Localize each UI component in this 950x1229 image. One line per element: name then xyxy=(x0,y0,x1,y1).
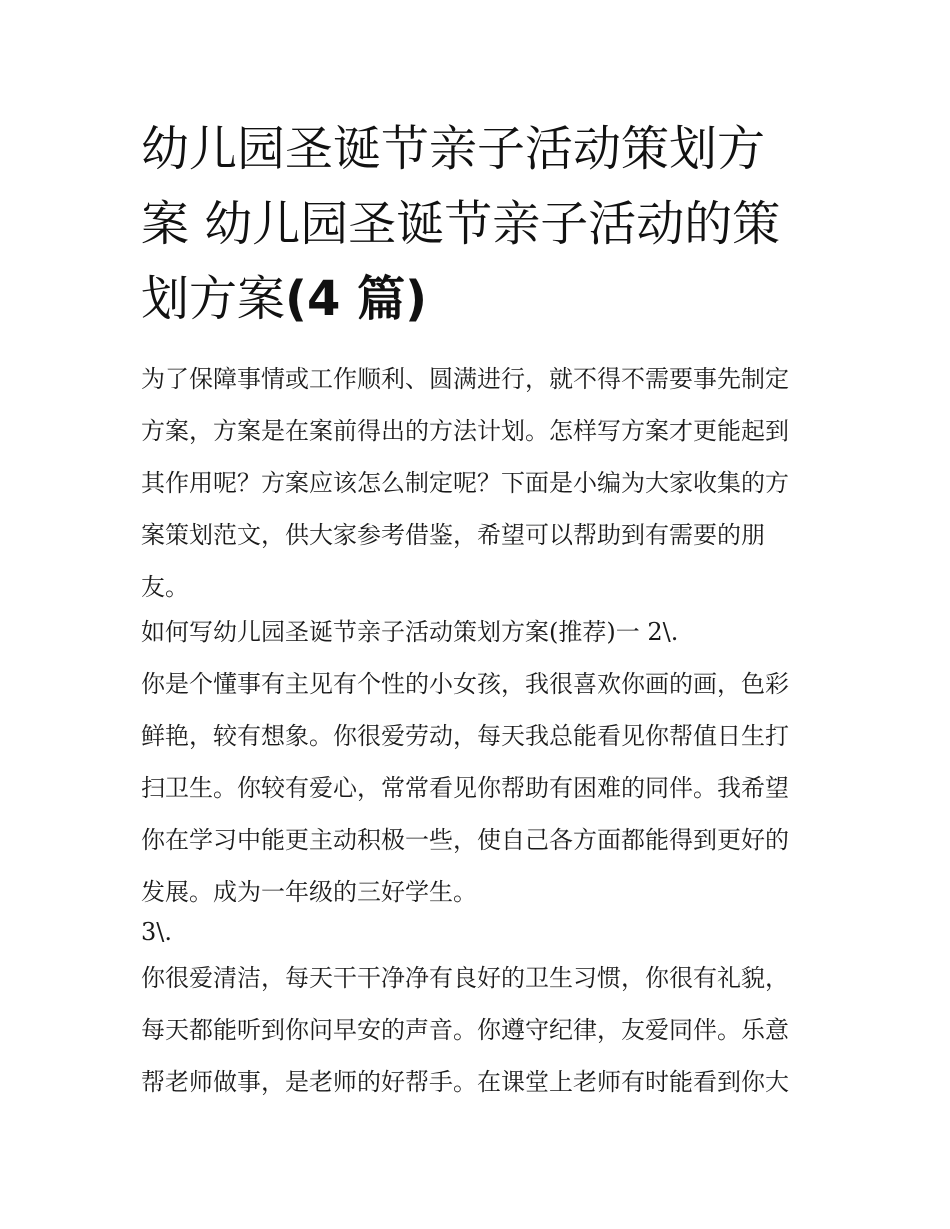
title-line: 幼儿园圣诞节亲子活动策划方 xyxy=(141,121,766,177)
text-line: 扫卫生。你较有爱心，常常看见你帮助有困难的同伴。我希望 xyxy=(141,774,789,802)
title-line xyxy=(141,262,821,337)
text-line: 友。 xyxy=(141,573,189,601)
text-line: 发展。成为一年级的三好学生。 xyxy=(141,878,477,906)
title-suffix: (4 篇) xyxy=(285,271,428,327)
paragraph-comment-3 xyxy=(141,952,821,1108)
paragraph-intro xyxy=(141,353,821,613)
title-line: 案 幼儿园圣诞节亲子活动的策 xyxy=(141,196,781,252)
item-number xyxy=(141,906,821,958)
text-line: 鲜艳，较有想象。你很爱劳动，每天我总能看见你帮值日生打 xyxy=(141,722,789,750)
text-line: 你很爱清洁，每天干干净净有良好的卫生习惯，你很有礼貌， xyxy=(141,964,789,992)
paragraph-comment-2 xyxy=(141,658,821,918)
text-line: 你在学习中能更主动积极一些，使自己各方面都能得到更好的 xyxy=(141,826,789,854)
text-line: 案策划范文，供大家参考借鉴，希望可以帮助到有需要的朋 xyxy=(141,521,765,549)
text-line: 如何写幼儿园圣诞节亲子活动策划方案(推荐)一 2\. xyxy=(141,618,679,646)
title-line-text: 划方案 xyxy=(141,271,286,327)
section-heading xyxy=(141,606,821,658)
text-line: 帮老师做事，是老师的好帮手。在课堂上老师有时能看到你大 xyxy=(141,1068,789,1096)
text-line: 3\. xyxy=(141,918,172,946)
text-line: 方案，方案是在案前得出的方法计划。怎样写方案才更能起到 xyxy=(141,417,789,445)
document-title xyxy=(141,112,821,337)
text-line: 你是个懂事有主见有个性的小女孩，我很喜欢你画的画，色彩 xyxy=(141,670,789,698)
text-line: 每天都能听到你问早安的声音。你遵守纪律，友爱同伴。乐意 xyxy=(141,1016,789,1044)
text-line: 为了保障事情或工作顺利、圆满进行，就不得不需要事先制定 xyxy=(141,365,789,393)
text-line: 其作用呢？方案应该怎么制定呢？下面是小编为大家收集的方 xyxy=(141,469,789,497)
